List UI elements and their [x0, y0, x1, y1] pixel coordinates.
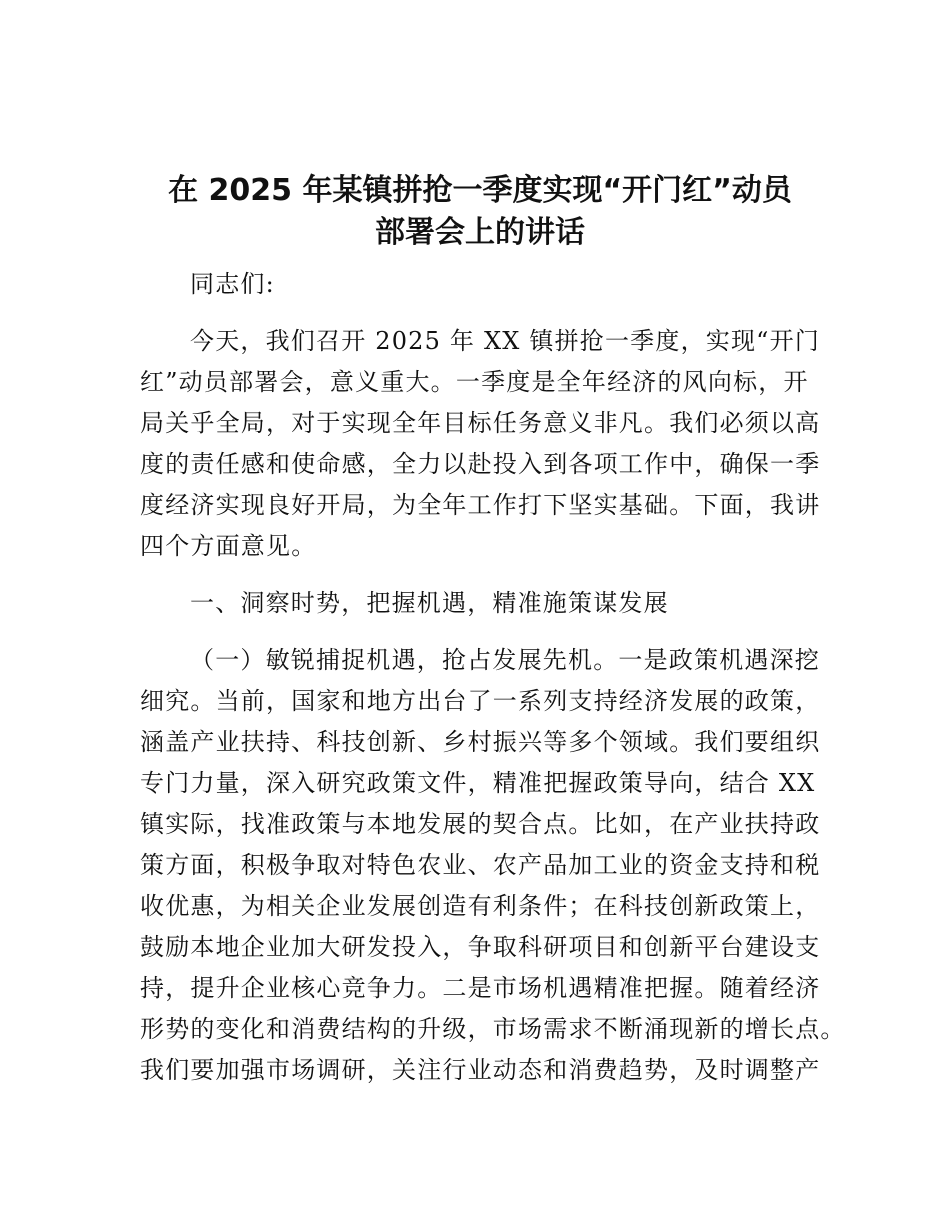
- paragraph-line: 今天，我们召开 2025 年 XX 镇拼抢一季度，实现“开门: [190, 327, 821, 355]
- paragraph-line: 四个方面意见。: [140, 532, 317, 560]
- paragraph-line: 收优惠，为相关企业发展创造有利条件；在科技创新政策上，: [140, 892, 821, 920]
- paragraph-line: 专门力量，深入研究政策文件，精准把握政策导向，结合 XX: [140, 769, 816, 797]
- paragraph-line: 涵盖产业扶持、科技创新、乡村振兴等多个领域。我们要组织: [140, 728, 821, 756]
- paragraph-intro: [140, 321, 820, 567]
- paragraph-line: 形势的变化和消费结构的升级，市场需求不断涌现新的增长点。: [140, 1015, 846, 1043]
- paragraph-line: 度的责任感和使命感，全力以赴投入到各项工作中，确保一季: [140, 450, 821, 478]
- title-line: 部署会上的讲话: [375, 215, 585, 250]
- paragraph-section-1: [140, 640, 846, 1091]
- document-title: [140, 170, 820, 254]
- title-line: 在 2025 年某镇拼抢一季度实现“开门红”动员: [168, 173, 792, 208]
- paragraph-line: 持，提升企业核心竞争力。二是市场机遇精准把握。随着经济: [140, 974, 821, 1002]
- paragraph-line: 细究。当前，国家和地方出台了一系列支持经济发展的政策，: [140, 687, 821, 715]
- paragraph-line: 局关乎全局，对于实现全年目标任务意义非凡。我们必须以高: [140, 409, 821, 437]
- paragraph-line: 我们要加强市场调研，关注行业动态和消费趋势，及时调整产: [140, 1056, 821, 1084]
- paragraph-line: 鼓励本地企业加大研发投入，争取科研项目和创新平台建设支: [140, 933, 821, 961]
- paragraph-line: 镇实际，找准政策与本地发展的契合点。比如，在产业扶持政: [140, 810, 821, 838]
- paragraph-line: 策方面，积极争取对特色农业、农产品加工业的资金支持和税: [140, 851, 821, 879]
- salutation: 同志们:: [190, 270, 275, 298]
- document-page: [140, 170, 846, 1091]
- section-heading: 一、洞察时势，把握机遇，精准施策谋发展: [190, 589, 669, 617]
- paragraph-line: 度经济实现良好开局，为全年工作打下坚实基础。下面，我讲: [140, 491, 821, 519]
- paragraph-line: （一）敏锐捕捉机遇，抢占发展先机。一是政策机遇深挖: [190, 646, 820, 674]
- paragraph-line: 红”动员部署会，意义重大。一季度是全年经济的风向标，开: [140, 368, 809, 396]
